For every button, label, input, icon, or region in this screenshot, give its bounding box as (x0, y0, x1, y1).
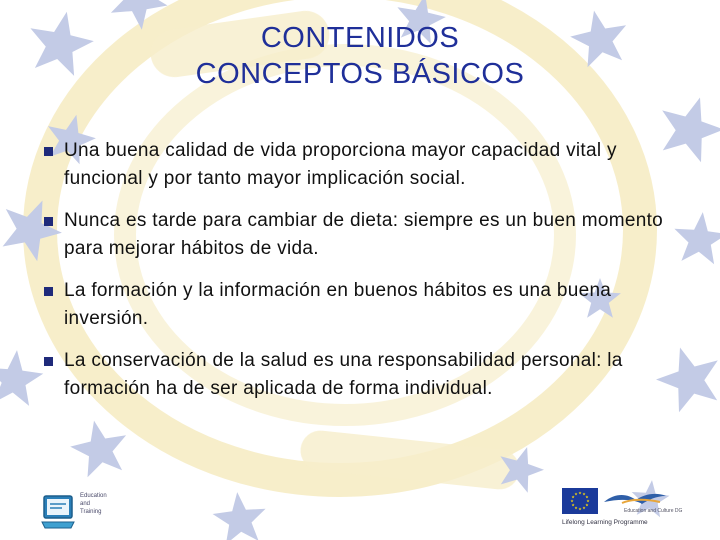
bullet-text: La conservación de la salud es una responsabilidad personal: la formación ha de ser aplicada de forma individual. (64, 350, 623, 399)
bullet-item (44, 207, 694, 263)
lifelong-learning-bird-icon (602, 490, 668, 508)
bullet-square-icon (44, 357, 53, 366)
lifelong-learning-logo (562, 488, 702, 534)
bullet-text: Una buena calidad de vida proporciona mayor capacidad vital y funcional y por tanto mayor implicación social. (64, 140, 617, 189)
education-culture-text: Education and Culture DG (624, 508, 683, 514)
education-training-monitor-icon (38, 492, 78, 532)
background-star-icon (0, 350, 43, 406)
bullet-item (44, 277, 694, 333)
bullet-square-icon (44, 147, 53, 156)
bullet-list (44, 137, 694, 403)
bullet-item (44, 347, 694, 403)
bullet-item (44, 137, 694, 193)
bullet-square-icon (44, 217, 53, 226)
bullet-square-icon (44, 287, 53, 296)
title-line-1: CONTENIDOS (260, 22, 460, 54)
education-training-text: Education and Training (80, 493, 107, 515)
bullet-text: La formación y la información en buenos hábitos es una buena inversión. (64, 280, 612, 329)
background-star-icon (213, 492, 266, 540)
lifelong-learning-text: Lifelong Learning Programme (562, 519, 648, 526)
slide-title (0, 20, 720, 92)
bullet-text: Nunca es tarde para cambiar de dieta: siempre es un buen momento para mejorar hábitos de vida. (64, 210, 664, 259)
eu-flag-icon (562, 488, 598, 514)
title-line-2: CONCEPTOS BÁSICOS (195, 58, 525, 90)
background-star-icon (70, 421, 126, 478)
education-training-logo (38, 490, 118, 534)
